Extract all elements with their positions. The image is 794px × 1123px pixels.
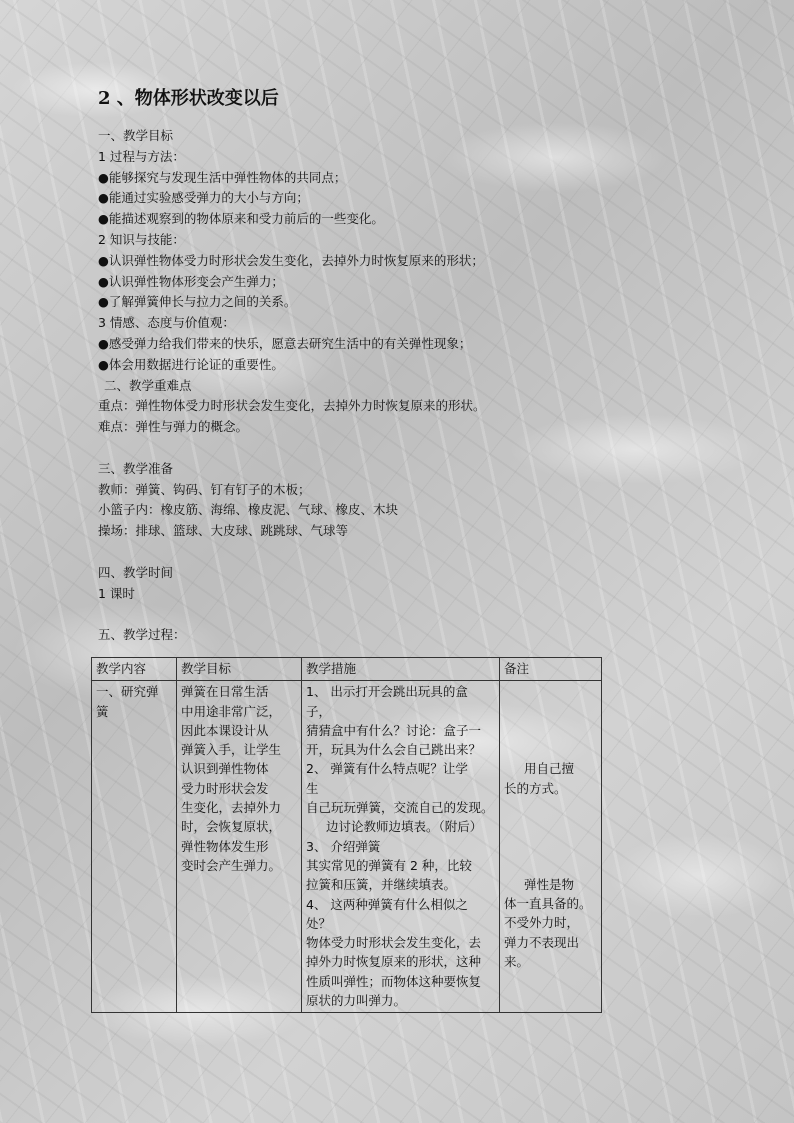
lesson-title: 2 、物体形状改变以后 <box>98 88 279 109</box>
lesson-plan-table <box>91 657 602 1013</box>
time-heading: 四、教学时间 <box>98 564 174 580</box>
key-point-focus: 重点：弹性物体受力时形状会发生变化，去掉外力时恢复原来的形状。 <box>98 398 486 414</box>
header-content: 教学内容 <box>92 658 177 681</box>
header-notes: 备注 <box>500 658 602 681</box>
header-measures: 教学措施 <box>302 658 500 681</box>
process-method-label: 1 过程与方法： <box>98 148 185 164</box>
key-points-heading: 二、教学重难点 <box>104 377 192 393</box>
goal-item: ●能通过实验感受弹力的大小与方向； <box>98 190 309 206</box>
prep-field: 操场：排球、篮球、大皮球、跳跳球、气球等 <box>98 523 349 539</box>
cell-content: 一、研究弹 簧 <box>92 681 177 1013</box>
goal-item: ●能描述观察到的物体原来和受力前后的一些变化。 <box>98 211 384 227</box>
attitude-label: 3 情感、态度与价值观： <box>98 315 235 331</box>
goals-heading: 一、教学目标 <box>98 128 174 143</box>
table-row <box>92 681 602 1013</box>
document-page <box>98 84 698 646</box>
key-point-difficulty: 难点：弹性与弹力的概念。 <box>98 419 249 435</box>
process-heading: 五、教学过程： <box>98 627 186 643</box>
cell-goal: 弹簧在日常生活 中用途非常广泛， 因此本课设计从 弹簧入手，让学生 认识到弹性物体 受力时形状会发 生变化，去掉外力 时，会恢复原状， 弹性物体发生形 变时会产生弹力。 <box>177 681 302 1013</box>
cell-measures: 1、 出示打开会跳出玩具的盒 子， 猜猜盒中有什么？讨论：盒子一 开，玩具为什么会自己跳出来？ 2、 弹簧有什么特点呢？让学 生 自己玩玩弹簧，交流自己的发现。 边讨论教师边填表。（附后） 3、 介绍弹簧 其实常见的弹簧有 2 种，比较 拉簧和压簧，并继续填表。 4、 这两种弹簧有什么相似之 处？ 物体受力时形状会发生变化，去 掉外力时恢复原来的形状，这种 性质叫弹性；而物体这种要恢复 原状的力叫弹力。 <box>302 681 500 1013</box>
table-header-row <box>92 658 602 681</box>
goal-item: ●认识弹性物体形变会产生弹力； <box>98 273 284 289</box>
goal-item: ●感受弹力给我们带来的快乐，愿意去研究生活中的有关弹性现象； <box>98 335 472 351</box>
header-goal: 教学目标 <box>177 658 302 681</box>
prep-teacher: 教师：弹簧、钩码、钉有钉子的木板； <box>98 481 311 497</box>
prep-basket: 小篮子内：橡皮筋、海绵、橡皮泥、气球、橡皮、木块 <box>98 502 399 518</box>
goal-item: ●认识弹性物体受力时形状会发生变化，去掉外力时恢复原来的形状； <box>98 252 484 268</box>
time-value: 1 课时 <box>98 585 135 601</box>
goal-item: ●体会用数据进行论证的重要性。 <box>98 356 284 372</box>
goal-item: ●了解弹簧伸长与拉力之间的关系。 <box>98 294 297 310</box>
goal-item: ●能够探究与发现生活中弹性物体的共同点； <box>98 169 347 185</box>
cell-notes: 用自己擅 长的方式。 弹性是物 体一直具备的。 不受外力时， 弹力不表现出 来。 <box>500 681 602 1013</box>
prep-heading: 三、教学准备 <box>98 460 174 476</box>
knowledge-label: 2 知识与技能： <box>98 231 185 247</box>
